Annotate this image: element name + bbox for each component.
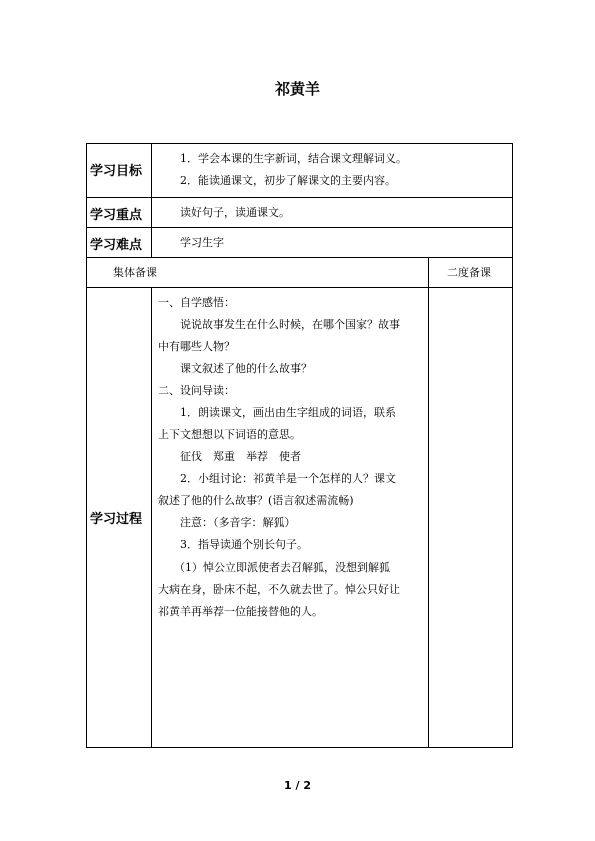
process-line: 3．指导读通个别长句子。 <box>180 538 308 551</box>
focus-label: 学习重点 <box>90 208 143 223</box>
goal-item: 1．学会本课的生字新词，结合课文理解词义。 <box>180 152 407 165</box>
row-divider <box>86 257 513 258</box>
process-line: 二、设问导读： <box>158 384 235 397</box>
lesson-plan-table <box>86 143 513 748</box>
process-line: 叙述了他的什么故事？(语言叙述需流畅) <box>158 494 354 507</box>
goals-label: 学习目标 <box>90 164 143 179</box>
process-line: 大病在身，卧床不起，不久就去世了。悼公只好让 <box>158 583 400 596</box>
process-line: 2．小组讨论：祁黄羊是一个怎样的人？课文 <box>180 472 396 485</box>
focus-text: 读好句子，读通课文。 <box>180 206 290 219</box>
process-line: 说说故事发生在什么时候，在哪个国家？故事 <box>180 318 400 331</box>
second-prep-label: 二度备课 <box>447 266 491 279</box>
process-line: 中有哪些人物？ <box>158 340 235 353</box>
difficulty-text: 学习生字 <box>180 236 224 249</box>
process-line: （1）悼公立即派使者去召解狐，没想到解狐 <box>174 561 390 574</box>
process-line: 上下文想想以下词语的意思。 <box>158 428 301 441</box>
second-prep-column-divider <box>428 257 429 747</box>
table-border-right <box>512 143 513 748</box>
label-column-divider <box>151 143 152 257</box>
process-line: 一、自学感悟： <box>158 296 235 309</box>
process-line: 1．朗读课文，画出由生字组成的词语，联系 <box>180 406 396 419</box>
collective-prep-label: 集体备课 <box>113 266 157 279</box>
difficulty-label: 学习难点 <box>90 238 143 253</box>
goal-item: 2．能读通课文，初步了解课文的主要内容。 <box>180 174 396 187</box>
process-line: 祁黄羊再举荐一位能接替他的人。 <box>158 605 323 618</box>
label-column-divider <box>151 287 152 747</box>
process-line: 课文叙述了他的什么故事？ <box>180 362 312 375</box>
table-border-left <box>86 143 87 748</box>
page-number: 1 / 2 <box>284 779 311 792</box>
process-line: 征伐 郑重 举荐 使者 <box>180 450 301 463</box>
table-border-bottom <box>86 747 513 748</box>
process-label: 学习过程 <box>90 512 143 527</box>
page-title: 祁黄羊 <box>274 80 320 98</box>
process-line: 注意：（多音字：解狐） <box>180 516 296 529</box>
